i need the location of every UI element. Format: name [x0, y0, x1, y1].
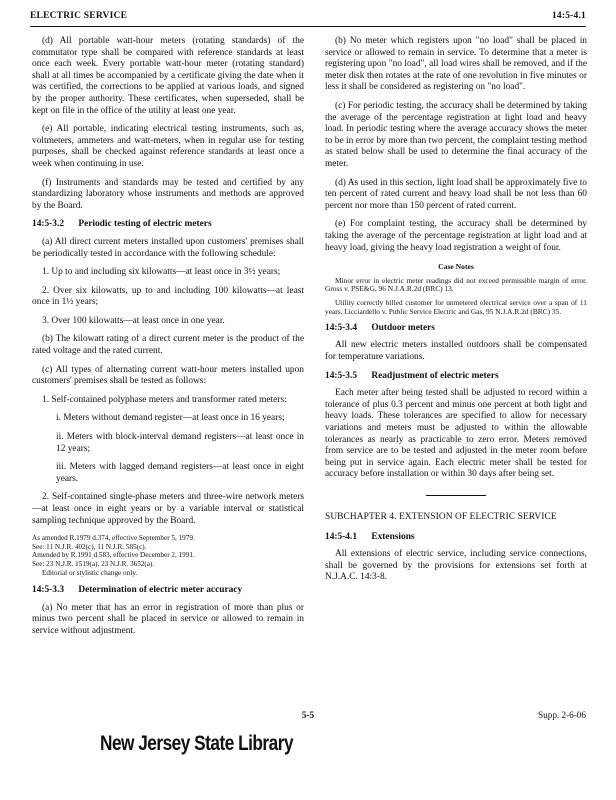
paragraph-b: (b) No meter which registers upon "no load" shall be placed in service or allowed to remain in service. To determine that a meter is registering upon "no load", all load wires shall be removed, and if the meter disk then rotates at the rate of one revolution in five minutes or less it shall be considered as registering on "no load". [325, 36, 587, 93]
section-number: 14:5-3.5 [325, 370, 358, 381]
section-heading-3-3 [32, 585, 304, 597]
paragraph-d: (d) All portable watt-hour meters (rotating standards) of the commutator type shall be compared with reference standards at least once each week. Every portable watt-hour meter (rotating standard) shall at all times be accompanied by a certificate giving the date when it was certified, the corrections to be applied at various loads, and signed by the proper authority. These certificates, when superseded, shall be kept on file in the office of the utility at least one year. [32, 36, 304, 116]
page-number: 5-5 [301, 710, 315, 720]
section-title: Outdoor meters [371, 322, 435, 333]
case-note: Minor error in electric meter readings did not exceed permissible margin of error. Gross v. PSE&G, 96 N.J.A.R.2d (BRC) 13. [325, 275, 587, 294]
paragraph-3-5: Each meter after being tested shall be adjusted to record within a tolerance of plus 0.3 percent and minus one percent at both light and heavy loads. These tolerances are specified to allow for necessary variations and meters must be adjusted to within the allowable tolerances as nearly as practicable to zero error. Meters removed from service are to be tested and adjusted in the meter room before being put in service again. Each electric meter shall be tested for accuracy before installation or within 30 days after being set. [325, 388, 587, 480]
section-heading-3-5 [325, 371, 587, 383]
paragraph-3-2-c: (c) All types of alternating current watt-hour meters installed upon customers' premises shall be tested as follows: [32, 364, 304, 387]
history-line: Amended by R.1991 d.583, effective December 2, 1991. [32, 551, 195, 560]
case-notes-heading: Case Notes [438, 262, 474, 272]
schedule-item-2: 2. Over six kilowatts, up to and including 100 kilowatts—at least once in 1½ years; [32, 285, 304, 308]
paragraph-e: (e) All portable, indicating electrical testing instruments, such as, voltmeters, ammeters and watt-meters, when in regular use for testing purposes, shall be checked against reference standards at least once a week when continuing in use. [32, 124, 304, 169]
section-heading-4-1 [325, 532, 587, 544]
section-title: Determination of electric meter accuracy [78, 585, 243, 596]
paragraph-d: (d) As used in this section, light load shall be approximately five to ten percent of rated current and heavy load shall be not less than 60 percent nor more than 150 percent of rated current. [325, 177, 587, 211]
supplement-date: Supp. 2-6-06 [538, 710, 586, 720]
schedule-c-item-1: 1. Self-contained polyphase meters and transformer rated meters: [42, 394, 287, 405]
section-number: 14:5-3.2 [32, 219, 65, 230]
schedule-c-item-iii: iii. Meters with lagged demand registers—at least once in eight years. [56, 462, 304, 484]
history-line: As amended R.1979 d.374, effective September 5, 1979. [32, 534, 195, 543]
running-header [30, 11, 586, 25]
section-number: 14:5-4.1 [325, 531, 358, 542]
case-note: Utility correctly billed customer for unmetered electrical service over a span of 11 years. Licciardello v. Public Service Electric and Gas, 95 N.J.A.R.2d (BRC) 35. [325, 298, 587, 317]
history-line: Editorial or stylistic change only. [42, 568, 138, 577]
schedule-c-item-i: i. Meters without demand register—at least once in 16 years; [56, 413, 285, 424]
section-title: Periodic testing of electric meters [78, 219, 212, 230]
section-number: 14:5-3.4 [325, 322, 358, 333]
right-column [325, 36, 587, 591]
schedule-c-item-2: 2. Self-contained single-phase meters and three-wire network meters—at least once in eight years or by a variable interval or statistical sampling technique approved by the Board. [32, 492, 304, 526]
subchapter-heading: SUBCHAPTER 4. EXTENSION OF ELECTRIC SERVICE [325, 512, 557, 522]
header-section: 14:5-4.1 [551, 11, 586, 21]
paragraph-3-4: All new electric meters installed outdoors shall be compensated for temperature variations. [325, 340, 587, 363]
header-title: ELECTRIC SERVICE [30, 11, 128, 21]
section-title: Extensions [371, 531, 415, 542]
paragraph-c: (c) For periodic testing, the accuracy shall be determined by taking the average of the percentage registration at light load and heavy load. In periodic testing where the average accuracy shows the meter to be in error by more than two percent, the complaint testing method as stated below shall be used to determine the final accuracy of the meter. [325, 100, 587, 169]
paragraph-3-2-a: (a) All direct current meters installed upon customers' premises shall be periodically tested in accordance with the following schedule: [32, 236, 304, 259]
left-column [32, 36, 304, 645]
schedule-item-3: 3. Over 100 kilowatts—at least once in one year. [42, 315, 225, 326]
library-watermark: New Jersey State Library [100, 732, 294, 755]
history-notes [32, 534, 304, 577]
paragraph-4-1: All extensions of electric service, including service connections, shall be governed by the provisions for extensions set forth at N.J.A.C. 14:3-8. [325, 549, 587, 583]
paragraph-f: (f) Instruments and standards may be tested and certified by any standardizing laboratory whose instruments and methods are approved by the Board. [32, 177, 304, 211]
schedule-item-1: 1. Up to and including six kilowatts—at least once in 3½ years; [42, 267, 281, 278]
divider [426, 495, 486, 496]
schedule-c-item-ii: ii. Meters with block-interval demand registers—at least once in 12 years; [56, 432, 304, 454]
paragraph-3-2-b: (b) The kilowatt rating of a direct current meter is the product of the rated voltage and the rated current. [32, 334, 304, 357]
section-title: Readjustment of electric meters [371, 370, 499, 381]
history-line: See: 11 N.J.R. 402(c), 11 N.J.R. 585(c). [32, 542, 147, 551]
section-heading-3-4 [325, 323, 587, 335]
history-line: See: 23 N.J.R. 1519(a), 23 N.J.R. 3652(a). [32, 559, 155, 568]
paragraph-e: (e) For complaint testing, the accuracy shall be determined by taking the average of the percentage registration at light load and at heavy load, giving the heavy load registration a weight of four. [325, 219, 587, 253]
section-heading-3-2 [32, 219, 304, 231]
paragraph-3-3-a: (a) No meter that has an error in registration of more than plus or minus two percent shall be placed in service or allowed to remain in service without adjustment. [32, 602, 304, 636]
section-number: 14:5-3.3 [32, 585, 65, 596]
header-rule [30, 26, 586, 27]
